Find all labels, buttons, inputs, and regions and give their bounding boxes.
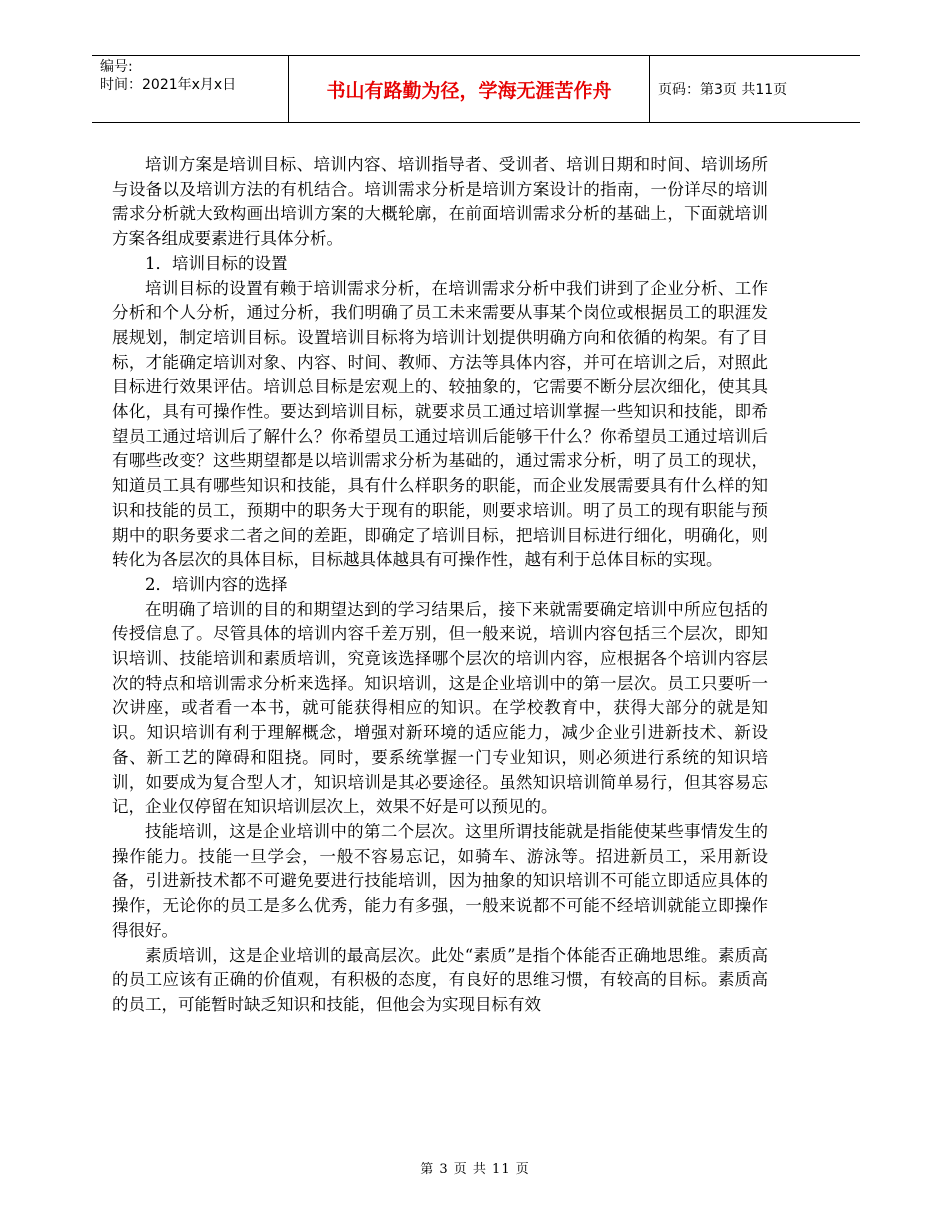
section-heading: 1．培训目标的设置 — [145, 253, 288, 273]
document-body — [112, 153, 768, 1018]
paragraph: 素质培训，这是企业培训的最高层次。此处“素质”是指个体能否正确地思维。素质高的员工应该有正确的价值观，有积极的态度，有良好的思维习惯，有较高的目标。素质高的员工，可能暂时缺乏知识和技能，但他会为实现目标有效 — [112, 945, 768, 1014]
header-time: 时间：2021年x月x日 — [100, 77, 237, 93]
paragraph: 技能培训，这是企业培训中的第二个层次。这里所谓技能就是指能使某些事情发生的操作能力。技能一旦学会，一般不容易忘记，如骑车、游泳等。招进新员工，采用新设备，引进新技术都不可避免要进行技能培训，因为抽象的知识培训不可能立即适应具体的操作，无论你的员工是多么优秀，能力有多强，一般来说都不可能不经培训就能立即操作得很好。 — [112, 821, 768, 940]
page-header — [92, 55, 860, 123]
header-serial: 编号: — [100, 59, 133, 75]
page-footer: 第 3 页 共 11 页 — [420, 1162, 530, 1177]
header-page-number: 页码：第3页 共11页 — [658, 82, 788, 98]
section-heading: 2．培训内容的选择 — [145, 574, 288, 594]
paragraph: 培训目标的设置有赖于培训需求分析，在培训需求分析中我们讲到了企业分析、工作分析和个人分析，通过分析，我们明确了员工未来需要从事某个岗位或根据员工的职涯发展规划，制定培训目标。设置培训目标将为培训计划提供明确方向和依循的构架。有了目标，才能确定培训对象、内容、时间、教师、方法等具体内容，并可在培训之后，对照此目标进行效果评估。培训总目标是宏观上的、较抽象的，它需要不断分层次细化，使其具体化，具有可操作性。要达到培训目标，就要求员工通过培训掌握一些知识和技能，即希望员工通过培训后了解什么？你希望员工通过培训后能够干什么？你希望员工通过培训后有哪些改变？这些期望都是以培训需求分析为基础的，通过需求分析，明了员工的现状，知道员工具有哪些知识和技能，具有什么样职务的职能，而企业发展需要具有什么样的知识和技能的员工，预期中的职务大于现有的职能，则要求培训。明了员工的现有职能与预期中的职务要求二者之间的差距，即确定了培训目标，把培训目标进行细化，明确化，则转化为各层次的具体目标，目标越具体越具有可操作性，越有利于总体目标的实现。 — [112, 278, 768, 570]
header-motto: 书山有路勤为径，学海无涯苦作舟 — [288, 56, 650, 122]
paragraph: 培训方案是培训目标、培训内容、培训指导者、受训者、培训日期和时间、培训场所与设备以及培训方法的有机结合。培训需求分析是培训方案设计的指南，一份详尽的培训需求分析就大致构画出培训方案的大概轮廓，在前面培训需求分析的基础上，下面就培训方案各组成要素进行具体分析。 — [112, 155, 768, 249]
paragraph: 在明确了培训的目的和期望达到的学习结果后，接下来就需要确定培训中所应包括的传授信息了。尽管具体的培训内容千差万别，但一般来说，培训内容包括三个层次，即知识培训、技能培训和素质培训，究竟该选择哪个层次的培训内容，应根据各个培训内容层次的特点和培训需求分析来选择。知识培训，这是企业培训中的第一层次。员工只要听一次讲座，或者看一本书，就可能获得相应的知识。在学校教育中，获得大部分的就是知识。知识培训有利于理解概念，增强对新环境的适应能力，减少企业引进新技术、新设备、新工艺的障碍和阻挠。同时，要系统掌握一门专业知识，则必须进行系统的知识培训，如要成为复合型人才，知识培训是其必要途径。虽然知识培训简单易行，但其容易忘记，企业仅停留在知识培训层次上，效果不好是可以预见的。 — [112, 599, 768, 817]
header-meta — [100, 58, 285, 94]
